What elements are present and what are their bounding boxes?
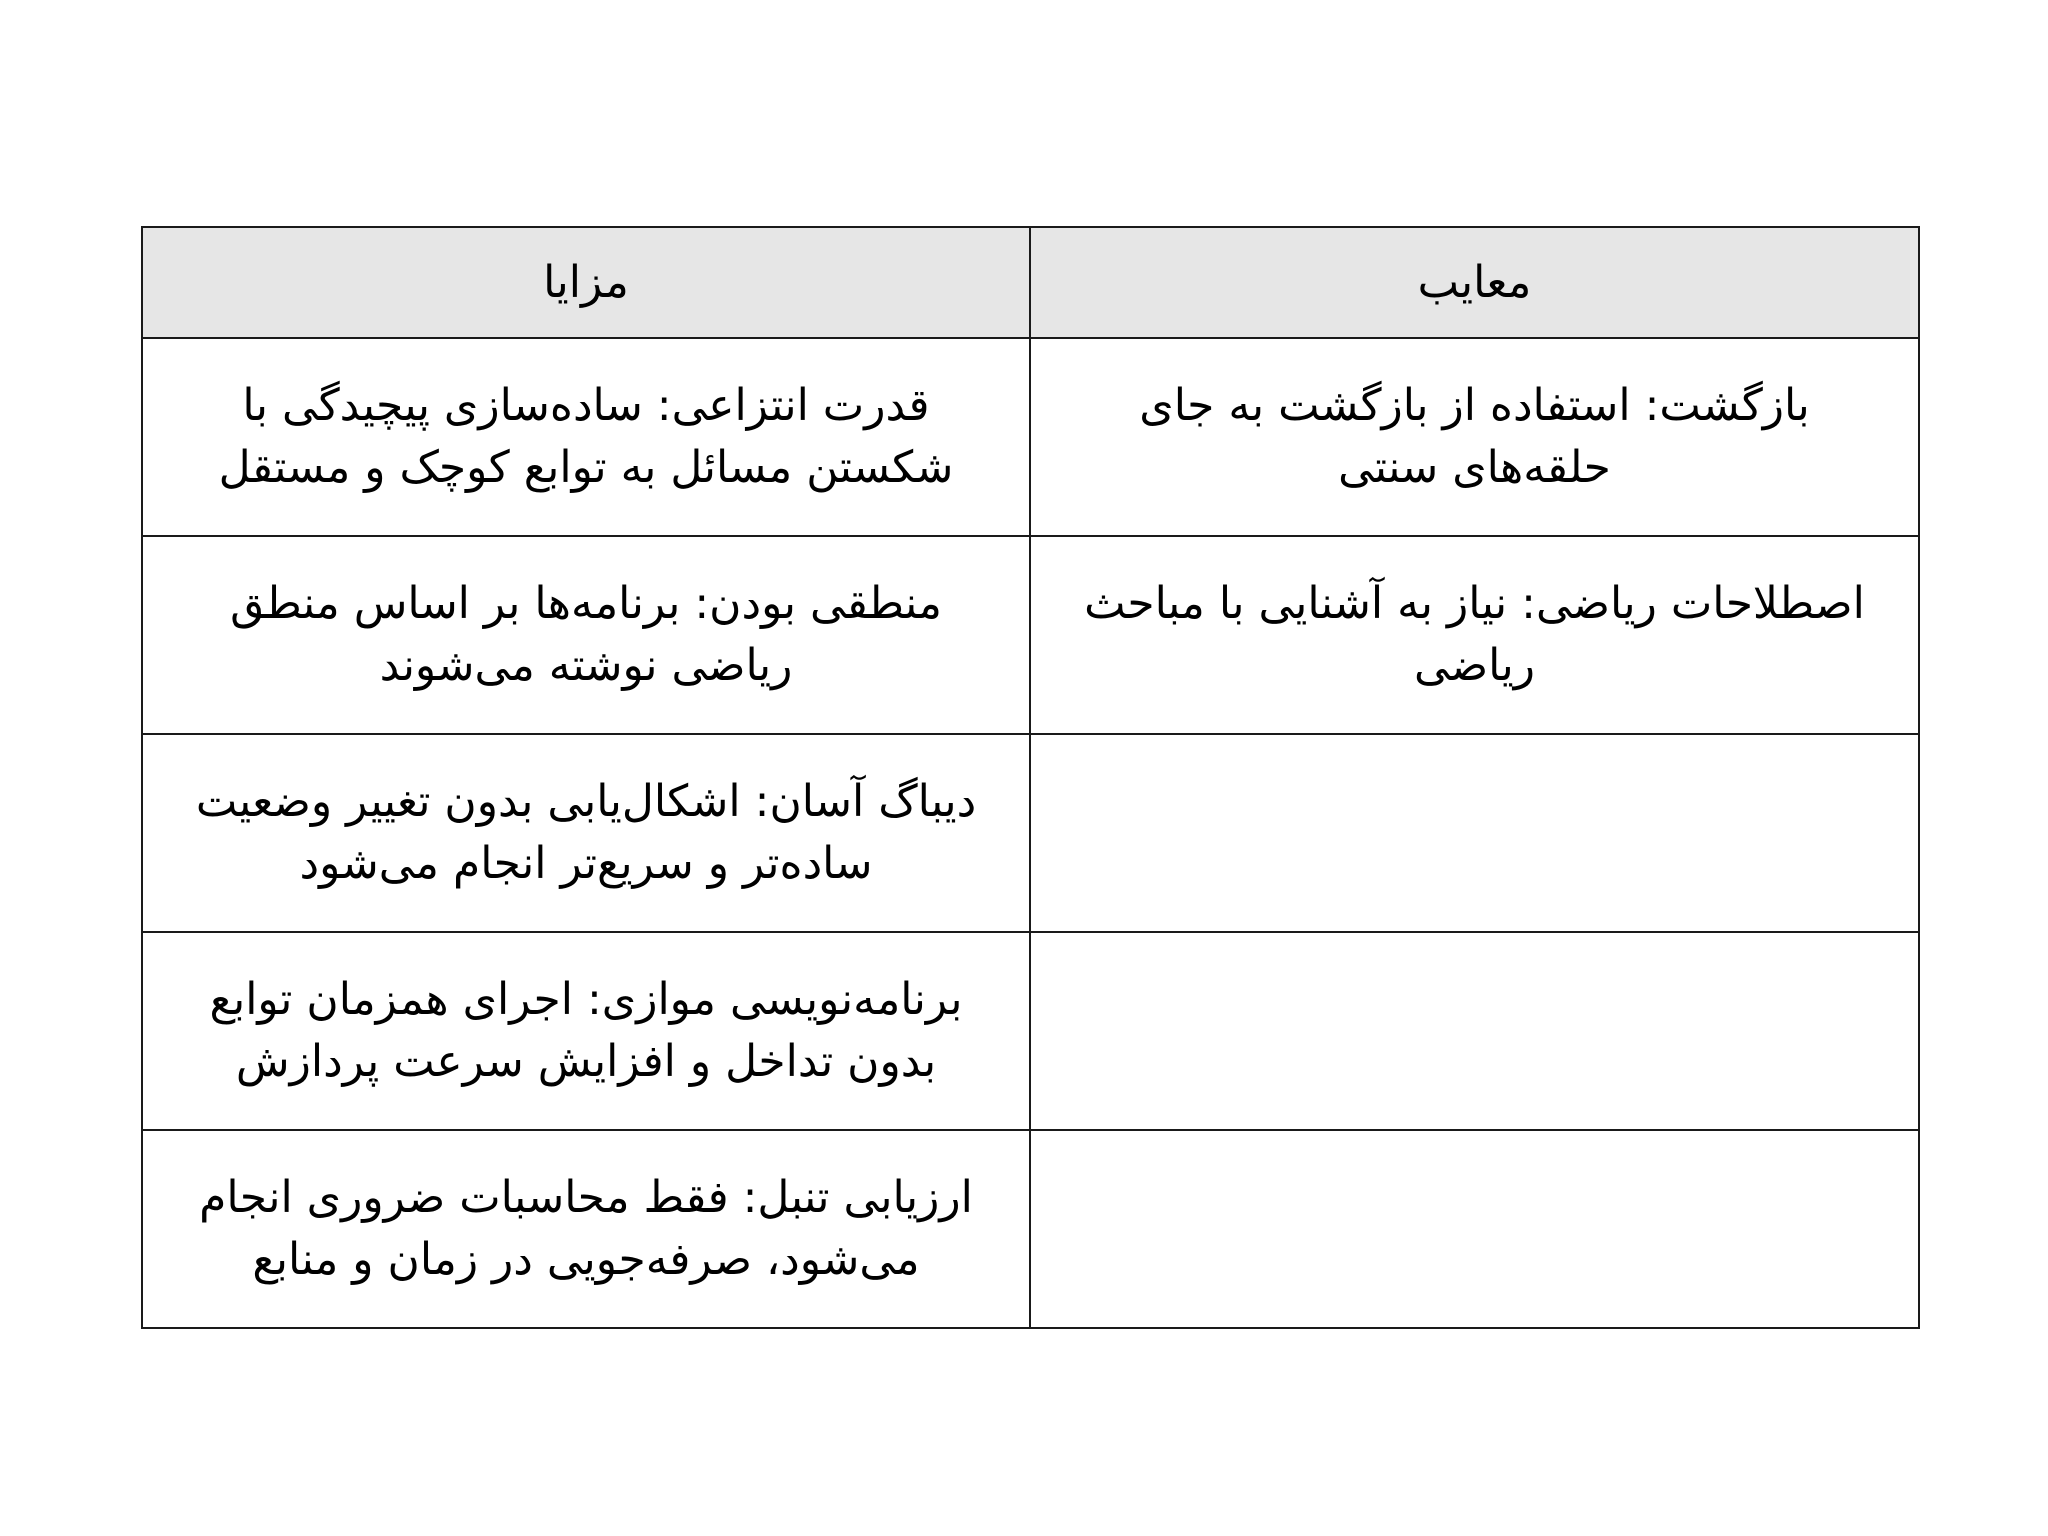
disadvantage-cell: اصطلاحات ریاضی: نیاز به آشنایی با مباحث ریاضی bbox=[1030, 536, 1919, 734]
disadvantage-cell bbox=[1030, 734, 1919, 932]
header-disadvantages: معایب bbox=[1030, 227, 1919, 338]
advantage-cell: قدرت انتزاعی: ساده‌سازی پیچیدگی با شکستن مسائل به توابع کوچک و مستقل bbox=[142, 338, 1030, 536]
table-row bbox=[142, 932, 1919, 1130]
advantage-cell: برنامه‌نویسی موازی: اجرای همزمان توابع بدون تداخل و افزایش سرعت پردازش bbox=[142, 932, 1030, 1130]
header-advantages: مزایا bbox=[142, 227, 1030, 338]
disadvantage-cell: بازگشت: استفاده از بازگشت به جای حلقه‌های سنتی bbox=[1030, 338, 1919, 536]
table-row bbox=[142, 734, 1919, 932]
table-row bbox=[142, 1130, 1919, 1328]
comparison-table bbox=[141, 226, 1920, 1329]
advantage-cell: دیباگ آسان: اشکال‌یابی بدون تغییر وضعیت ساده‌تر و سریع‌تر انجام می‌شود bbox=[142, 734, 1030, 932]
table-row bbox=[142, 536, 1919, 734]
disadvantage-cell bbox=[1030, 1130, 1919, 1328]
disadvantage-cell bbox=[1030, 932, 1919, 1130]
table-header-row bbox=[142, 227, 1919, 338]
table-row bbox=[142, 338, 1919, 536]
advantage-cell: ارزیابی تنبل: فقط محاسبات ضروری انجام می‌شود، صرفه‌جویی در زمان و منابع bbox=[142, 1130, 1030, 1328]
advantage-cell: منطقی بودن: برنامه‌ها بر اساس منطق ریاضی نوشته می‌شوند bbox=[142, 536, 1030, 734]
